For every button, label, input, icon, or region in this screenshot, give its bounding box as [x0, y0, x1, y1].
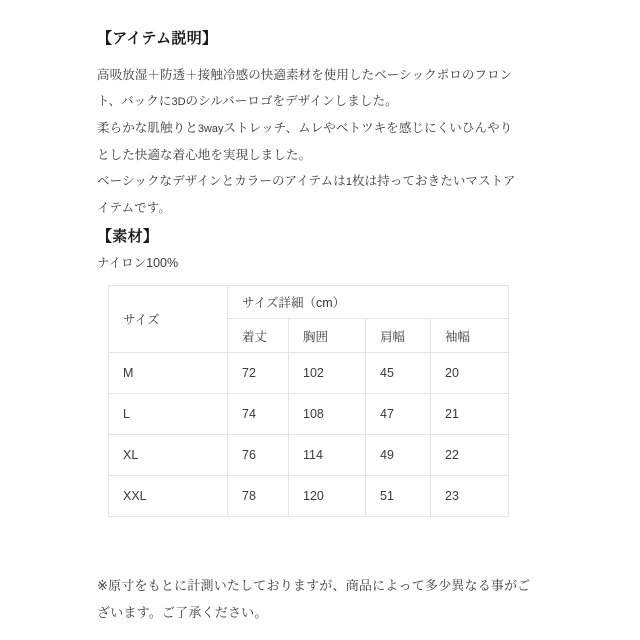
- header-size: サイズ: [109, 286, 228, 353]
- cell-measure-value: 76: [228, 435, 289, 476]
- description-paragraph: [97, 115, 517, 168]
- size-table-head: [109, 286, 509, 353]
- cell-measure-value: 49: [366, 435, 431, 476]
- material-heading: 【素材】: [97, 228, 159, 245]
- description-text-run: ベーシックなデザインとカラーのアイテムは: [97, 174, 346, 188]
- cell-measure-value: 23: [431, 476, 509, 517]
- cell-measure-value: 108: [289, 394, 366, 435]
- cell-size-label: XL: [109, 435, 228, 476]
- header-measure-0: 着丈: [228, 319, 289, 353]
- size-table: [108, 285, 509, 517]
- cell-size-label: M: [109, 353, 228, 394]
- table-row: [109, 476, 509, 517]
- description-text-run: ストレッチ、ムレやベトツキを感じにくいひんやりとした快適な着心地を実現しました。: [97, 121, 513, 162]
- cell-measure-value: 47: [366, 394, 431, 435]
- cell-measure-value: 102: [289, 353, 366, 394]
- cell-size-label: XXL: [109, 476, 228, 517]
- cell-measure-value: 21: [431, 394, 509, 435]
- table-row: [109, 394, 509, 435]
- table-row: [109, 435, 509, 476]
- cell-measure-value: 120: [289, 476, 366, 517]
- cell-measure-value: 20: [431, 353, 509, 394]
- description-text-run: 枚は持っておきたいマストアイテムです。: [97, 174, 516, 215]
- header-measure-1: 胸囲: [289, 319, 366, 353]
- description-text-run: 柔らかな肌触りと: [97, 121, 198, 135]
- measurement-note-text: ※原寸をもとに計測いたしておりますが、商品によって多少異なる事がございます。ご了承ください。: [97, 578, 531, 620]
- description-text-latin: 1: [345, 176, 353, 188]
- cell-measure-value: 74: [228, 394, 289, 435]
- cell-measure-value: 22: [431, 435, 509, 476]
- description-text-latin: 3way: [197, 123, 224, 135]
- header-measure-2: 肩幅: [366, 319, 431, 353]
- cell-size-label: L: [109, 394, 228, 435]
- header-measure-3: 袖幅: [431, 319, 509, 353]
- description-text-run: 高吸放湿＋防透＋接触冷感の快適素材を使用したベーシックポロのフロント、バックに: [97, 68, 513, 108]
- cell-measure-value: 72: [228, 353, 289, 394]
- description-text-latin: 3D: [171, 96, 186, 108]
- size-table-body: [109, 353, 509, 517]
- description-paragraph: [97, 168, 517, 221]
- cell-measure-value: 78: [228, 476, 289, 517]
- cell-measure-value: 114: [289, 435, 366, 476]
- size-table-container: [108, 285, 508, 517]
- item-description-body: [97, 62, 517, 221]
- item-description-heading: 【アイテム説明】: [97, 30, 218, 47]
- header-size-detail: サイズ詳細（cm）: [228, 286, 509, 319]
- description-text-run: のシルバーロゴをデザインしました。: [185, 94, 398, 108]
- measurement-note: [97, 572, 537, 626]
- cell-measure-value: 45: [366, 353, 431, 394]
- table-header-row-top: [109, 286, 509, 319]
- table-row: [109, 353, 509, 394]
- cell-measure-value: 51: [366, 476, 431, 517]
- description-paragraph: [97, 62, 517, 115]
- material-value: ナイロン100%: [97, 256, 179, 270]
